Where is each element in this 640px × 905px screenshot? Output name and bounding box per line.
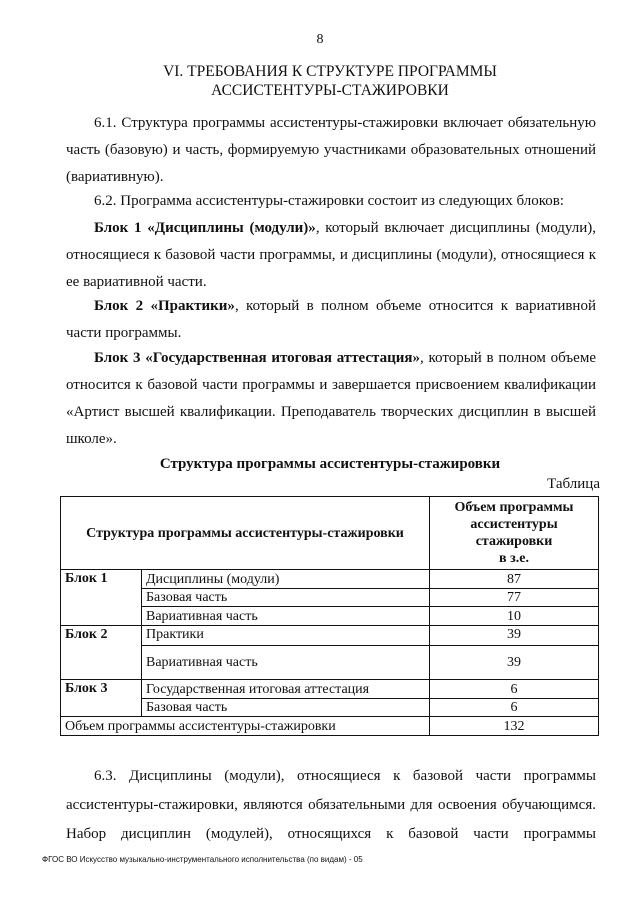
paragraph-6-1: 6.1. Структура программы ассистентуры-стажировки включает обязательную часть (базовую) и часть, формируемую участниками образовательных отношений (вариативную).	[66, 115, 596, 185]
block2-title: Блок 2 «Практики»	[94, 298, 235, 314]
paragraph-6-3	[66, 762, 596, 849]
value-cell: 10	[430, 607, 599, 626]
p63-line3: Набор дисциплин (модулей), относящихся к базовой части программы	[66, 826, 596, 842]
block1-paragraph: Блок 1 «Дисциплины (модули)», который включает дисциплины (модули), относящиеся к базовой части программы, и дисциплины (модули), относящиеся к ее вариативной части.	[66, 220, 597, 290]
name-cell: Практики	[142, 626, 430, 646]
name-cell: Дисциплины (модули)	[142, 570, 430, 589]
section-heading-line1: VI. ТРЕБОВАНИЯ К СТРУКТУРЕ ПРОГРАММЫ	[163, 63, 497, 80]
name-cell: Государственная итоговая аттестация	[142, 680, 430, 699]
table-row	[61, 646, 599, 680]
header-structure-cell: Структура программы ассистентуры-стажировки	[61, 497, 430, 570]
block-cell: Блок 1	[61, 570, 142, 626]
page-number: 8	[316, 32, 324, 47]
structure-table	[60, 496, 599, 736]
block2-paragraph: Блок 2 «Практики», который в полном объеме относится к вариативной части программы.	[66, 298, 596, 341]
value-cell: 39	[430, 646, 599, 680]
name-cell: Вариативная часть	[142, 607, 430, 626]
table-row	[61, 699, 599, 717]
value-cell: 39	[430, 626, 599, 646]
value-cell: 87	[430, 570, 599, 589]
table-row	[61, 680, 599, 699]
value-cell: 6	[430, 699, 599, 717]
block1-title: Блок 1 «Дисциплины (модули)»	[94, 220, 316, 236]
table-row	[61, 570, 599, 589]
total-label-cell: Объем программы ассистентуры-стажировки	[61, 717, 430, 736]
name-cell: Базовая часть	[142, 699, 430, 717]
table-caption: Структура программы ассистентуры-стажировки	[159, 456, 501, 472]
total-value-cell: 132	[430, 717, 599, 736]
value-cell: 77	[430, 589, 599, 607]
p63-line1: 6.3. Дисциплины (модули), относящиеся к базовой части программы	[94, 768, 596, 784]
table-row	[61, 607, 599, 626]
page-footer: ФГОС ВО Искусство музыкально-инструментального исполнительства (по видам) - 05	[42, 855, 363, 864]
table-label: Таблица	[547, 476, 600, 492]
block-cell: Блок 2	[61, 626, 142, 680]
paragraph-6-2: 6.2. Программа ассистентуры-стажировки состоит из следующих блоков:	[94, 193, 564, 209]
header-volume-cell: Объем программы ассистентуры стажировки в з.е.	[430, 497, 599, 570]
p63-line2: ассистентуры-стажировки, являются обязательными для освоения обучающимся.	[66, 797, 596, 813]
block-cell: Блок 3	[61, 680, 142, 717]
block3-paragraph: Блок 3 «Государственная итоговая аттестация», который в полном объеме относится к базовой части программы и завершается присвоением квалификации «Артист высшей квалификации. Преподаватель творческих дисциплин в высшей школе».	[66, 350, 596, 447]
table-row	[61, 626, 599, 646]
name-cell: Базовая часть	[142, 589, 430, 607]
table-total-row	[61, 717, 599, 736]
value-cell: 6	[430, 680, 599, 699]
name-cell: Вариативная часть	[142, 646, 430, 680]
table-row	[61, 589, 599, 607]
section-heading-line2: АССИСТЕНТУРЫ-СТАЖИРОВКИ	[211, 82, 449, 99]
block3-title: Блок 3 «Государственная итоговая аттестация»	[94, 350, 421, 366]
